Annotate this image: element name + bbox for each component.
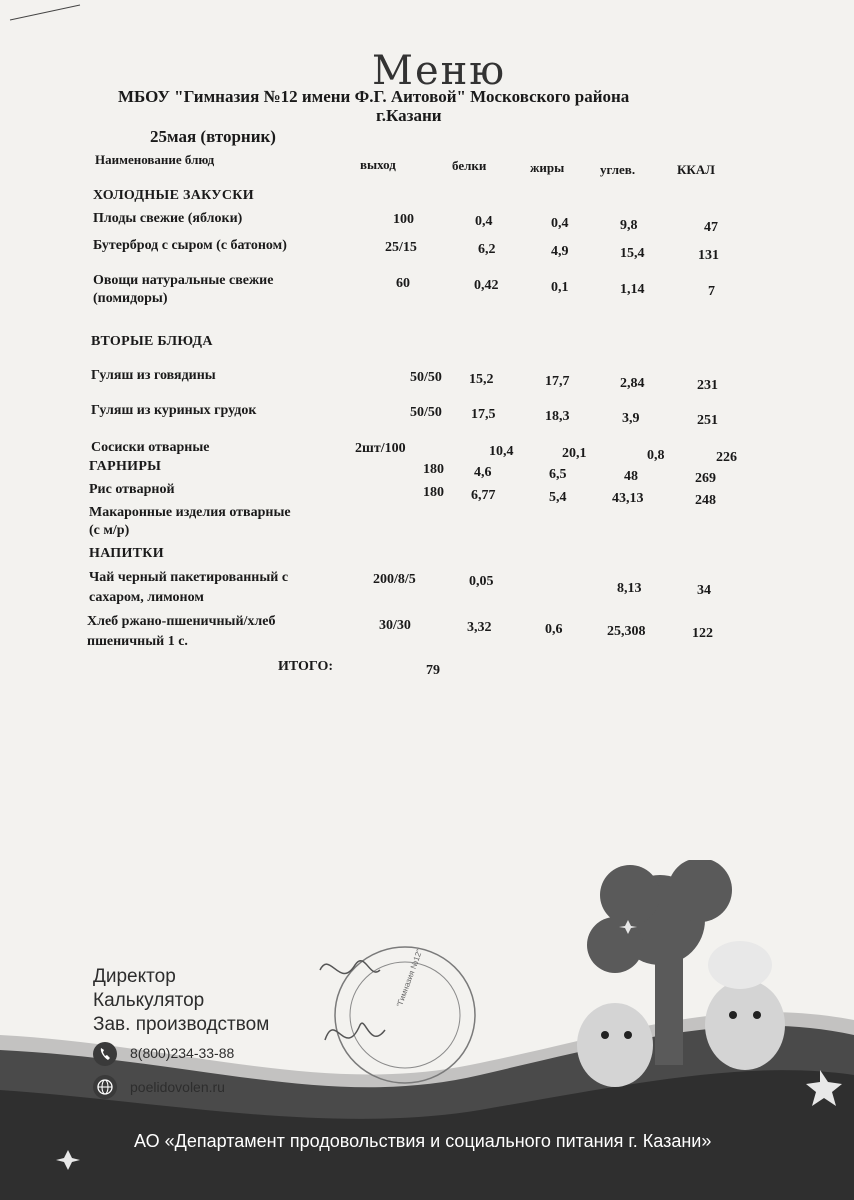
col-name: Наименование блюд xyxy=(95,152,215,167)
handwritten-menu: Меню xyxy=(372,48,507,94)
dish-carb: 25,308 xyxy=(607,624,646,639)
dish-fat: 20,1 xyxy=(562,446,587,461)
col-carb: углев. xyxy=(600,162,636,177)
page-title-city: г.Казани xyxy=(376,106,442,125)
dish-name: Плоды свежие (яблоки) xyxy=(93,211,243,226)
col-kcal: ККАЛ xyxy=(677,162,715,177)
dish-carb: 3,9 xyxy=(622,411,640,426)
dish-out: 60 xyxy=(396,276,410,291)
dish-kcal: 47 xyxy=(704,220,718,235)
phone-icon xyxy=(93,1042,117,1066)
section-garnish: ГАРНИРЫ xyxy=(89,459,162,474)
section-second: ВТОРЫЕ БЛЮДА xyxy=(91,334,213,349)
dish-kcal: 269 xyxy=(695,471,716,486)
dish-name: Чай черный пакетированный с xyxy=(89,570,289,585)
dish-fat: 0,6 xyxy=(545,622,563,637)
stamp xyxy=(310,930,480,1090)
role-calculator: Калькулятор xyxy=(93,990,205,1011)
dish-prot: 0,05 xyxy=(469,574,494,589)
dish-kcal: 248 xyxy=(695,493,716,508)
organization-name: АО «Департамент продовольствия и социального питания г. Казани» xyxy=(134,1131,712,1151)
globe-icon xyxy=(93,1075,117,1099)
dish-carb: 9,8 xyxy=(620,218,638,233)
stamp-text: "Гимназия №12" xyxy=(395,948,425,1009)
phone-number[interactable]: 8(800)234-33-88 xyxy=(130,1045,235,1061)
dish-out: 30/30 xyxy=(379,618,411,633)
dish-carb: 8,13 xyxy=(617,581,642,596)
dish-prot: 15,2 xyxy=(469,372,494,387)
role-director: Директор xyxy=(93,966,176,987)
role-production: Зав. производством xyxy=(93,1014,270,1035)
dish-out: 50/50 xyxy=(410,405,442,420)
dish-name-cont: (с м/р) xyxy=(89,523,130,538)
website-link[interactable]: poelidovolen.ru xyxy=(130,1079,225,1095)
dish-fat: 4,9 xyxy=(551,244,569,259)
dish-carb: 1,14 xyxy=(620,282,645,297)
dish-kcal: 231 xyxy=(697,378,718,393)
col-out: выход xyxy=(360,157,396,172)
menu-date: 25мая (вторник) xyxy=(150,127,276,146)
dish-fat: 0,4 xyxy=(551,216,569,231)
total-label: ИТОГО: xyxy=(278,659,334,674)
dish-fat: 6,5 xyxy=(549,467,567,482)
dish-fat: 18,3 xyxy=(545,409,570,424)
page-title: МБОУ "Гимназия №12 имени Ф.Г. Аитовой" Московского района xyxy=(118,87,630,106)
dish-name-cont: сахаром, лимоном xyxy=(89,590,204,605)
dish-prot: 3,32 xyxy=(467,620,492,635)
dish-name-cont: (помидоры) xyxy=(93,291,168,306)
dish-prot: 0,42 xyxy=(474,278,499,293)
scan-mark xyxy=(0,0,90,25)
col-fat: жиры xyxy=(530,160,565,175)
dish-out: 200/8/5 xyxy=(373,572,416,587)
dish-carb: 43,13 xyxy=(612,491,644,506)
dish-name: Хлеб ржано-пшеничный/хлеб xyxy=(87,614,276,629)
total-value: 79 xyxy=(426,663,440,678)
dish-carb: 2,84 xyxy=(620,376,645,391)
dish-carb: 15,4 xyxy=(620,246,645,261)
dish-name: Сосиски отварные xyxy=(91,440,210,455)
dish-fat: 17,7 xyxy=(545,374,570,389)
dish-name-cont: пшеничный 1 с. xyxy=(87,634,188,649)
col-prot: белки xyxy=(452,158,487,173)
dish-prot: 10,4 xyxy=(489,444,514,459)
dish-out: 180 xyxy=(423,462,444,477)
dish-prot: 6,77 xyxy=(471,488,496,503)
dish-kcal: 251 xyxy=(697,413,718,428)
dish-name: Гуляш из куриных грудок xyxy=(91,403,257,418)
dish-carb: 0,8 xyxy=(647,448,665,463)
dish-kcal: 34 xyxy=(697,583,711,598)
dish-prot: 0,4 xyxy=(475,214,493,229)
dish-name: Макаронные изделия отварные xyxy=(89,505,291,520)
section-cold: ХОЛОДНЫЕ ЗАКУСКИ xyxy=(93,188,254,203)
dish-kcal: 226 xyxy=(716,450,737,465)
dish-out: 50/50 xyxy=(410,370,442,385)
dish-kcal: 7 xyxy=(708,284,715,299)
dish-name: Бутерброд с сыром (с батоном) xyxy=(93,238,287,253)
dish-fat: 5,4 xyxy=(549,490,567,505)
dish-out: 2шт/100 xyxy=(355,441,406,456)
dish-out: 100 xyxy=(393,212,414,227)
dish-kcal: 122 xyxy=(692,626,713,641)
dish-fat: 0,1 xyxy=(551,280,569,295)
section-drinks: НАПИТКИ xyxy=(89,546,164,561)
dish-name: Рис отварной xyxy=(89,482,175,497)
dish-out: 25/15 xyxy=(385,240,417,255)
dish-prot: 6,2 xyxy=(478,242,496,257)
dish-name: Гуляш из говядины xyxy=(91,368,216,383)
dish-out: 180 xyxy=(423,485,444,500)
dish-kcal: 131 xyxy=(698,248,719,263)
dish-prot: 17,5 xyxy=(471,407,496,422)
dish-prot: 4,6 xyxy=(474,465,492,480)
dish-name: Овощи натуральные свежие xyxy=(93,273,274,288)
dish-carb: 48 xyxy=(624,469,638,484)
